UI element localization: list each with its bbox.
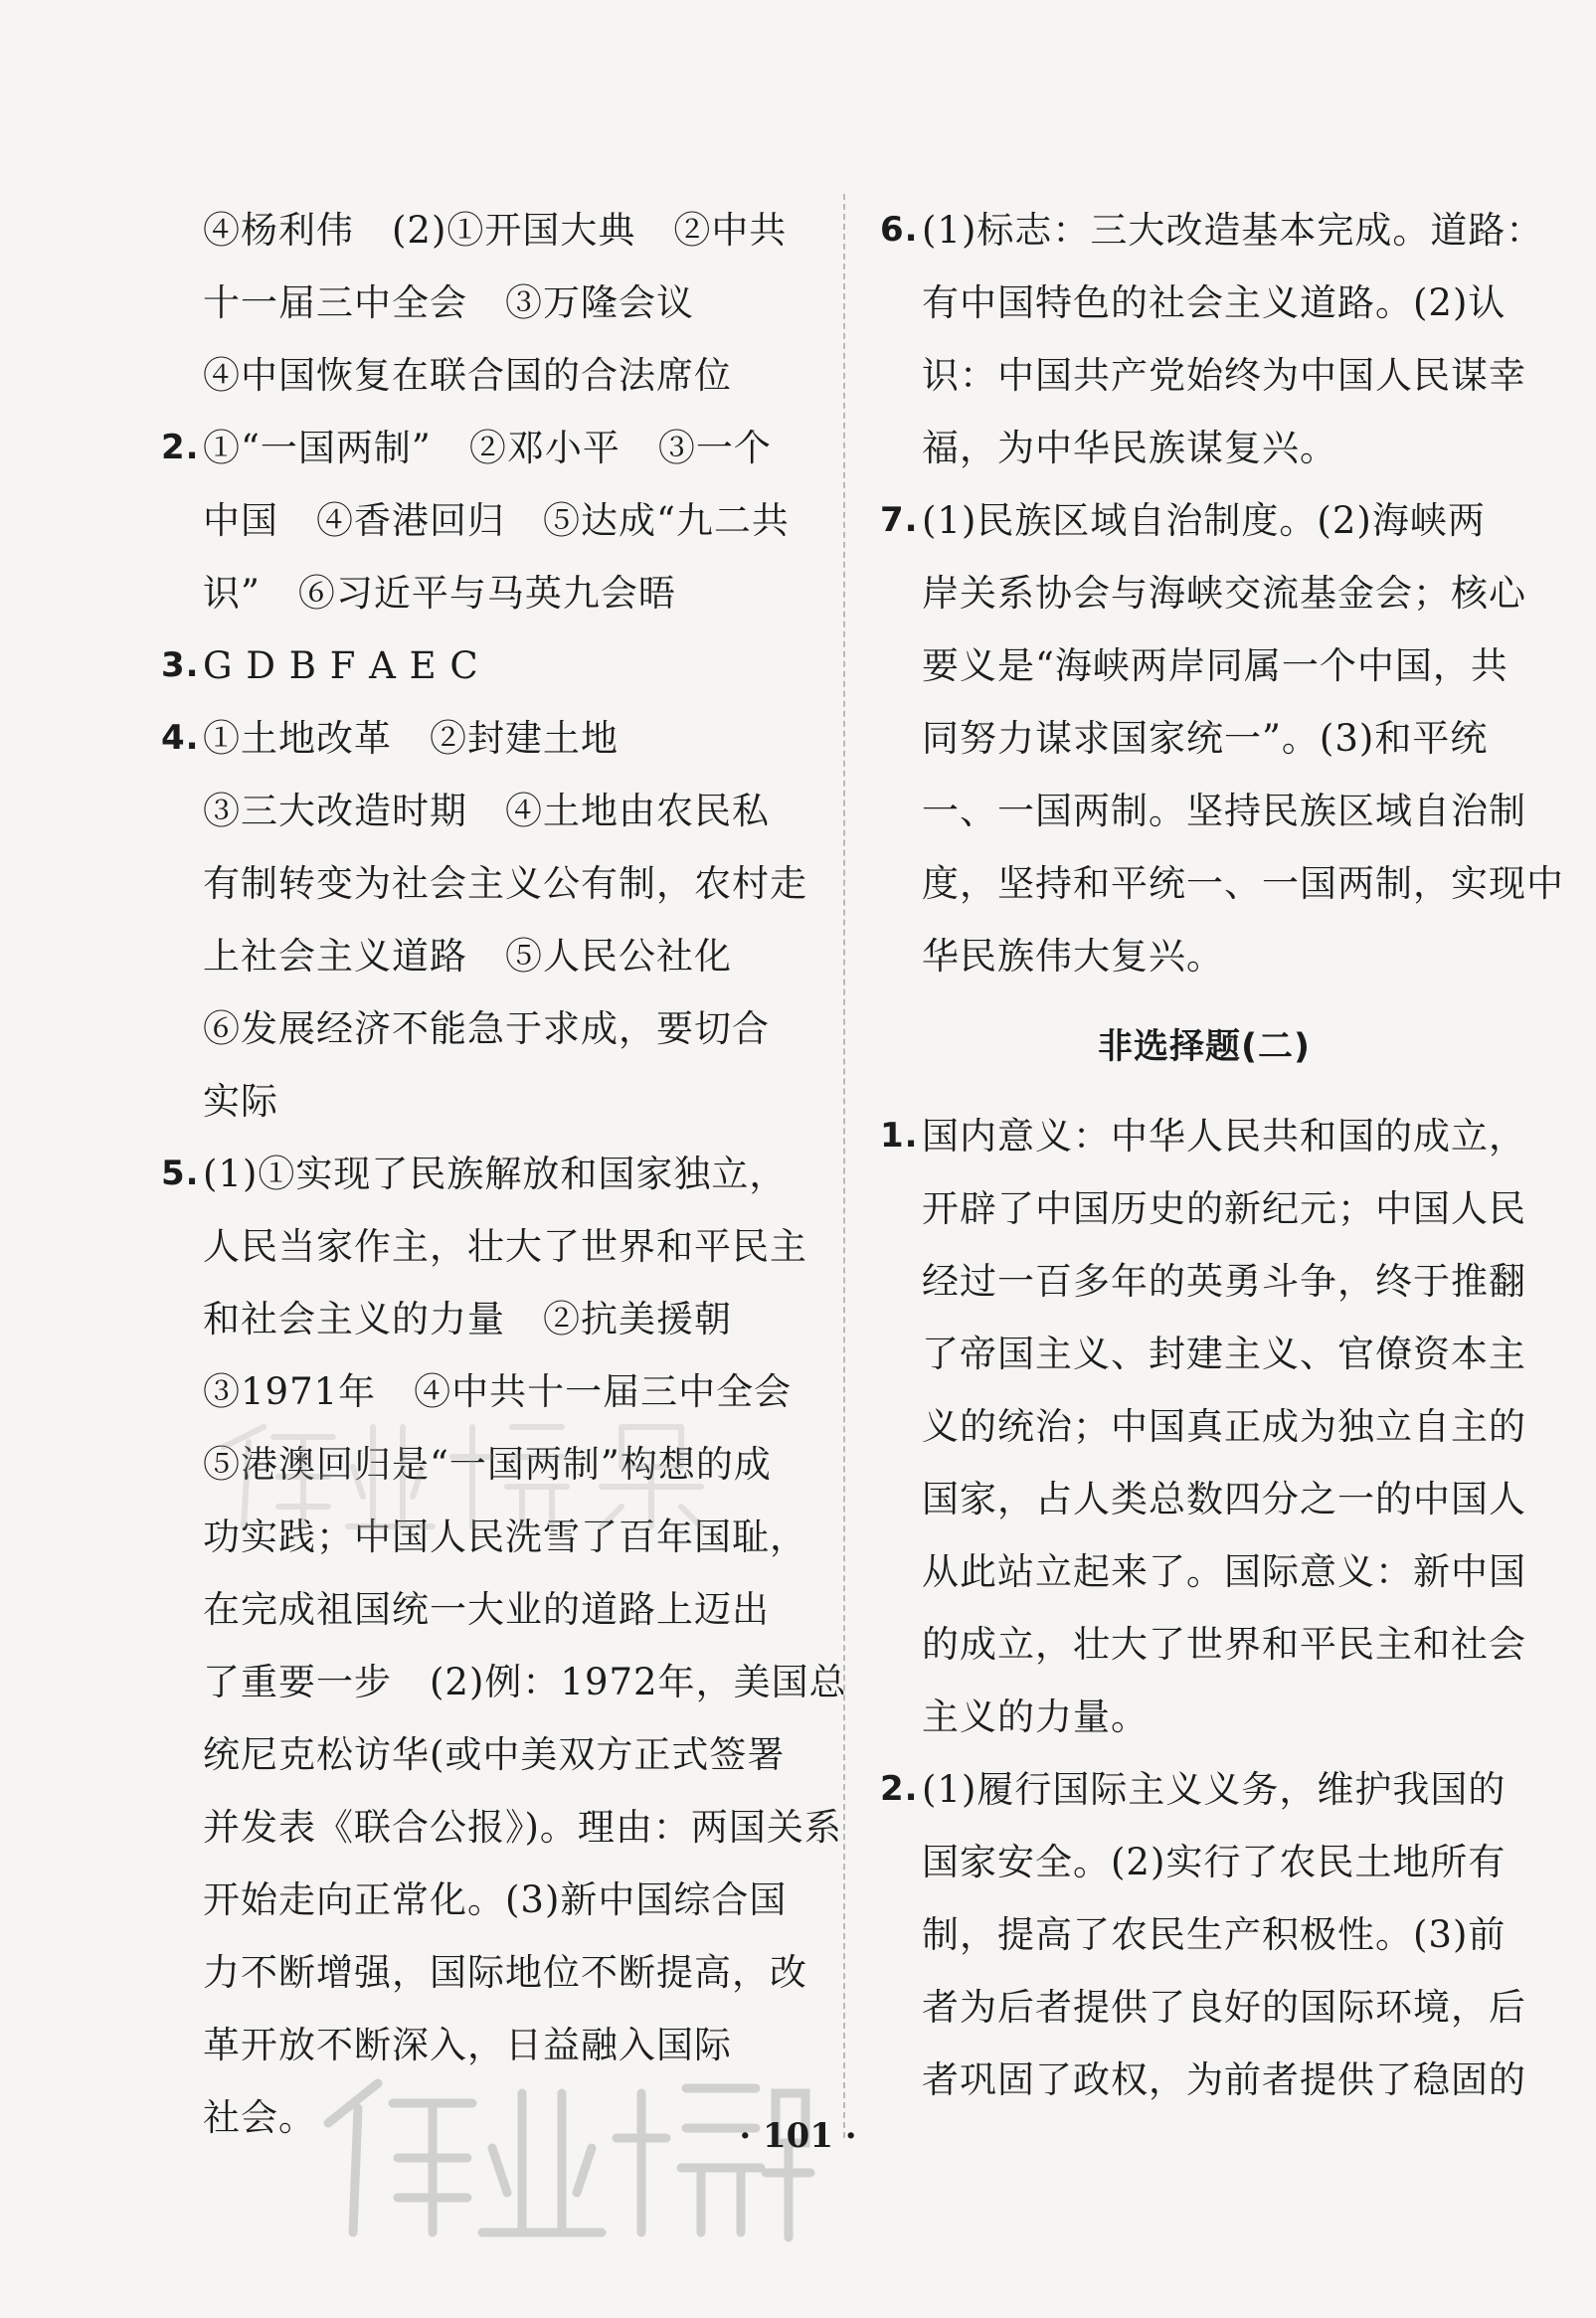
answer-line: 革开放不断深入，日益融入国际	[203, 2024, 732, 2066]
answer-line: 人民当家作主，壮大了世界和平民主	[203, 1225, 807, 1268]
answer-line: 开辟了中国历史的新纪元；中国人民	[922, 1187, 1526, 1230]
answer-number: 2.	[880, 1769, 919, 1809]
answer-item-3	[161, 629, 812, 702]
answer-line: 义的统治；中国真正成为独立自主的	[922, 1405, 1526, 1448]
answer-line: 福，为中华民族谋复兴。	[922, 427, 1337, 469]
answer-line: 识：中国共产党始终为中国人民谋幸	[922, 354, 1526, 397]
answer-line: 经过一百多年的英勇斗争，终于推翻	[922, 1260, 1526, 1303]
answer-line: 和社会主义的力量 ②抗美援朝	[203, 1298, 732, 1340]
answer-line: 十一届三中全会 ③万隆会议	[203, 281, 694, 324]
answer-line: ④中国恢复在联合国的合法席位	[203, 354, 732, 397]
answer-line: 国家，占人类总数四分之一的中国人	[922, 1478, 1526, 1520]
answer-line: 统尼克松访华(或中美双方正式签署	[203, 1733, 786, 1776]
answer-line: (1)①实现了民族解放和国家独立，	[203, 1153, 788, 1195]
answer-line: 在完成祖国统一大业的道路上迈出	[203, 1588, 770, 1631]
answer-line: 了帝国主义、封建主义、官僚资本主	[922, 1333, 1526, 1375]
answer-line: (1)履行国际主义义务，维护我国的	[922, 1768, 1507, 1811]
answer-line: 华民族伟大复兴。	[922, 935, 1224, 978]
answer-line: 国内意义：中华人民共和国的成立，	[922, 1115, 1526, 1158]
answer-line: ③三大改造时期 ④土地由农民私	[203, 790, 770, 832]
answer-line: ①土地改革 ②封建土地	[203, 717, 619, 760]
answer-line: 主义的力量。	[922, 1695, 1149, 1738]
answer-number: 4.	[161, 718, 200, 758]
answer-number: 1.	[880, 1116, 919, 1156]
answer-item-2	[161, 412, 812, 629]
answer-item-2	[880, 1753, 1528, 2116]
answer-line: 识” ⑥习近平与马英九会晤	[203, 572, 676, 615]
right-column-bottom-answers	[880, 1100, 1528, 2116]
answer-line: 同努力谋求国家统一”。(3)和平统	[922, 717, 1489, 760]
right-column-top-answers	[880, 194, 1564, 992]
answer-line: G D B F A E C	[203, 644, 479, 687]
answer-line: 制，提高了农民生产积极性。(3)前	[922, 1913, 1507, 1956]
answer-item-6	[880, 194, 1544, 484]
answer-line: ①“一国两制” ②邓小平 ③一个	[203, 427, 772, 469]
answer-line: 度，坚持和平统一、一国两制，实现中	[922, 862, 1564, 905]
answer-number: 6.	[880, 210, 919, 250]
watermark-logo-mid	[204, 1407, 791, 1536]
answer-item-5	[161, 1138, 847, 2154]
answer-line: ⑤港澳回归是“一国两制”构想的成	[203, 1443, 772, 1486]
page-number: · 101 ·	[739, 2116, 857, 2156]
answer-item-7	[880, 484, 1564, 992]
answer-line: 者巩固了政权，为前者提供了稳固的	[922, 2058, 1526, 2101]
answer-line: 岸关系协会与海峡交流基金会；核心	[922, 572, 1526, 615]
answer-line: 了重要一步 (2)例：1972年，美国总	[203, 1661, 847, 1703]
answer-number: 5.	[161, 1154, 200, 1193]
answer-line: 并发表《联合公报》)。理由：两国关系	[203, 1806, 842, 1849]
answer-item-continued	[161, 194, 812, 412]
left-column	[161, 194, 847, 2154]
answer-line: 开始走向正常化。(3)新中国综合国	[203, 1878, 788, 1921]
answer-number: 7.	[880, 500, 919, 540]
section-heading: 非选择题(二)	[1098, 1027, 1311, 1067]
answer-line: 社会。	[203, 2096, 316, 2139]
answer-line: 要义是“海峡两岸同属一个中国，共	[922, 644, 1508, 687]
answer-line: 上社会主义道路 ⑤人民公社化	[203, 935, 732, 978]
answer-line: 的成立，壮大了世界和平民主和社会	[922, 1623, 1526, 1666]
answer-line: 有中国特色的社会主义道路。(2)认	[922, 281, 1507, 324]
answer-line: 有制转变为社会主义公有制，农村走	[203, 862, 807, 905]
answer-item-4	[161, 702, 812, 1138]
right-column	[880, 194, 1564, 2116]
column-divider	[843, 194, 845, 2138]
answer-number: 2.	[161, 428, 200, 467]
answer-item-1	[880, 1100, 1528, 1753]
answer-line: 实际	[203, 1080, 278, 1123]
answer-line: (1)民族区域自治制度。(2)海峡两	[922, 499, 1486, 542]
answer-line: 从此站立起来了。国际意义：新中国	[922, 1550, 1526, 1593]
answer-line: ③1971年 ④中共十一届三中全会	[203, 1370, 793, 1413]
answer-line: 国家安全。(2)实行了农民土地所有	[922, 1841, 1507, 1883]
answer-line: (1)标志：三大改造基本完成。道路：	[922, 209, 1544, 252]
answer-line: 一、一国两制。坚持民族区域自治制	[922, 790, 1526, 832]
answer-line: 者为后者提供了良好的国际环境，后	[922, 1986, 1526, 2029]
answer-line: 功实践；中国人民洗雪了百年国耻，	[203, 1516, 807, 1558]
answer-number: 3.	[161, 645, 200, 685]
answer-line: 力不断增强，国际地位不断提高，改	[203, 1951, 807, 1994]
answer-line: ④杨利伟 (2)①开国大典 ②中共	[203, 209, 788, 252]
answer-line: 中国 ④香港回归 ⑤达成“九二共	[203, 499, 790, 542]
answer-line: ⑥发展经济不能急于求成，要切合	[203, 1007, 770, 1050]
